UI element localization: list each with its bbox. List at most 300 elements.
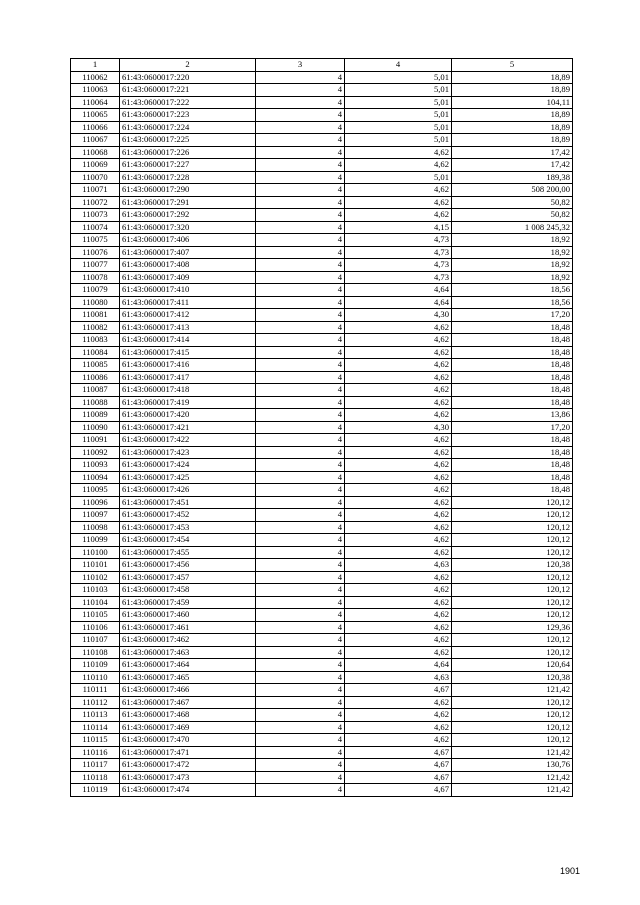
- cell-number: 110086: [71, 371, 120, 384]
- table-row: [71, 196, 573, 209]
- cell-cadastral-id: 61:43:0600017:451: [120, 496, 256, 509]
- table-row: [71, 459, 573, 472]
- cell-number: 110073: [71, 209, 120, 222]
- cell-col-3: 4: [256, 659, 345, 672]
- cell-cadastral-id: 61:43:0600017:470: [120, 734, 256, 747]
- table-header: [71, 59, 573, 72]
- cell-col-4: 4,62: [345, 396, 452, 409]
- cell-number: 110081: [71, 309, 120, 322]
- cell-cadastral-id: 61:43:0600017:472: [120, 759, 256, 772]
- table-row: [71, 184, 573, 197]
- cell-number: 110064: [71, 96, 120, 109]
- cell-col-5: 120,38: [452, 671, 573, 684]
- cell-col-3: 4: [256, 121, 345, 134]
- cell-cadastral-id: 61:43:0600017:455: [120, 546, 256, 559]
- cell-cadastral-id: 61:43:0600017:452: [120, 509, 256, 522]
- cell-col-3: 4: [256, 621, 345, 634]
- header-row: [71, 59, 573, 72]
- cell-col-5: 18,92: [452, 246, 573, 259]
- table-row: [71, 584, 573, 597]
- table-row: [71, 334, 573, 347]
- cell-col-3: 4: [256, 534, 345, 547]
- cell-col-4: 4,62: [345, 334, 452, 347]
- cell-col-3: 4: [256, 784, 345, 797]
- cell-number: 110084: [71, 346, 120, 359]
- cell-col-5: 18,89: [452, 84, 573, 97]
- cell-cadastral-id: 61:43:0600017:408: [120, 259, 256, 272]
- cell-col-5: 129,36: [452, 621, 573, 634]
- cell-col-5: 120,12: [452, 496, 573, 509]
- cell-col-4: 4,62: [345, 646, 452, 659]
- cell-col-5: 120,12: [452, 609, 573, 622]
- cell-col-4: 4,63: [345, 671, 452, 684]
- cell-col-3: 4: [256, 371, 345, 384]
- cell-col-3: 4: [256, 734, 345, 747]
- cell-col-3: 4: [256, 409, 345, 422]
- cell-number: 110097: [71, 509, 120, 522]
- cell-col-3: 4: [256, 721, 345, 734]
- table-row: [71, 771, 573, 784]
- cell-number: 110062: [71, 71, 120, 84]
- cell-col-5: 121,42: [452, 771, 573, 784]
- column-header-4: 4: [345, 59, 452, 72]
- cell-col-4: 4,62: [345, 621, 452, 634]
- cell-number: 110071: [71, 184, 120, 197]
- table-row: [71, 634, 573, 647]
- cell-col-3: 4: [256, 484, 345, 497]
- cell-col-4: 5,01: [345, 171, 452, 184]
- cell-col-4: 4,62: [345, 159, 452, 172]
- cell-number: 110112: [71, 696, 120, 709]
- table-row: [71, 271, 573, 284]
- table-row: [71, 171, 573, 184]
- column-header-1: 1: [71, 59, 120, 72]
- cell-col-3: 4: [256, 746, 345, 759]
- cell-number: 110111: [71, 684, 120, 697]
- cell-col-5: 18,48: [452, 334, 573, 347]
- cell-col-3: 4: [256, 646, 345, 659]
- cell-col-5: 120,12: [452, 734, 573, 747]
- cell-col-4: 4,64: [345, 284, 452, 297]
- cell-col-5: 50,82: [452, 196, 573, 209]
- cell-col-5: 121,42: [452, 746, 573, 759]
- cell-number: 110106: [71, 621, 120, 634]
- cell-col-5: 18,48: [452, 321, 573, 334]
- cell-number: 110088: [71, 396, 120, 409]
- cell-col-4: 4,62: [345, 446, 452, 459]
- table-row: [71, 709, 573, 722]
- table-row: [71, 84, 573, 97]
- cell-col-3: 4: [256, 321, 345, 334]
- cell-col-4: 4,62: [345, 459, 452, 472]
- cell-number: 110113: [71, 709, 120, 722]
- cell-cadastral-id: 61:43:0600017:461: [120, 621, 256, 634]
- cell-cadastral-id: 61:43:0600017:225: [120, 134, 256, 147]
- cell-cadastral-id: 61:43:0600017:226: [120, 146, 256, 159]
- cell-col-3: 4: [256, 134, 345, 147]
- cell-col-3: 4: [256, 634, 345, 647]
- cell-cadastral-id: 61:43:0600017:453: [120, 521, 256, 534]
- cell-cadastral-id: 61:43:0600017:421: [120, 421, 256, 434]
- cell-col-3: 4: [256, 209, 345, 222]
- cell-number: 110108: [71, 646, 120, 659]
- cell-number: 110065: [71, 109, 120, 122]
- cell-col-3: 4: [256, 584, 345, 597]
- cell-number: 110082: [71, 321, 120, 334]
- table-row: [71, 146, 573, 159]
- cell-cadastral-id: 61:43:0600017:474: [120, 784, 256, 797]
- cell-col-4: 4,62: [345, 496, 452, 509]
- page-number: 1901: [560, 866, 581, 876]
- cell-col-3: 4: [256, 509, 345, 522]
- cell-cadastral-id: 61:43:0600017:425: [120, 471, 256, 484]
- cell-col-5: 121,42: [452, 784, 573, 797]
- cell-col-3: 4: [256, 184, 345, 197]
- table-row: [71, 134, 573, 147]
- cell-col-4: 4,64: [345, 659, 452, 672]
- cell-col-5: 18,92: [452, 271, 573, 284]
- cell-col-5: 120,12: [452, 546, 573, 559]
- cell-col-3: 4: [256, 396, 345, 409]
- cell-number: 110083: [71, 334, 120, 347]
- cell-number: 110116: [71, 746, 120, 759]
- cell-col-4: 4,62: [345, 209, 452, 222]
- cell-col-3: 4: [256, 559, 345, 572]
- cell-col-3: 4: [256, 296, 345, 309]
- cell-cadastral-id: 61:43:0600017:224: [120, 121, 256, 134]
- cell-number: 110085: [71, 359, 120, 372]
- cell-number: 110104: [71, 596, 120, 609]
- cell-col-3: 4: [256, 146, 345, 159]
- table-row: [71, 259, 573, 272]
- cell-col-4: 4,62: [345, 584, 452, 597]
- cell-cadastral-id: 61:43:0600017:456: [120, 559, 256, 572]
- cell-number: 110114: [71, 721, 120, 734]
- cell-col-5: 18,48: [452, 396, 573, 409]
- cell-col-4: 4,62: [345, 321, 452, 334]
- cell-col-3: 4: [256, 159, 345, 172]
- cell-col-5: 18,48: [452, 346, 573, 359]
- table-row: [71, 659, 573, 672]
- cell-cadastral-id: 61:43:0600017:220: [120, 71, 256, 84]
- cell-col-4: 4,15: [345, 221, 452, 234]
- cell-col-4: 4,62: [345, 371, 452, 384]
- cell-number: 110067: [71, 134, 120, 147]
- table-row: [71, 109, 573, 122]
- cell-number: 110079: [71, 284, 120, 297]
- cell-col-5: 120,12: [452, 596, 573, 609]
- cell-col-3: 4: [256, 171, 345, 184]
- column-header-5: 5: [452, 59, 573, 72]
- cell-col-4: 5,01: [345, 109, 452, 122]
- cell-number: 110076: [71, 246, 120, 259]
- cell-col-3: 4: [256, 671, 345, 684]
- cell-col-3: 4: [256, 271, 345, 284]
- cell-col-4: 4,67: [345, 684, 452, 697]
- cell-col-4: 4,73: [345, 271, 452, 284]
- cell-col-4: 4,62: [345, 509, 452, 522]
- cell-col-5: 18,48: [452, 384, 573, 397]
- cell-number: 110091: [71, 434, 120, 447]
- cell-cadastral-id: 61:43:0600017:426: [120, 484, 256, 497]
- column-header-3: 3: [256, 59, 345, 72]
- table-row: [71, 71, 573, 84]
- cell-col-4: 4,67: [345, 784, 452, 797]
- cell-col-5: 18,89: [452, 121, 573, 134]
- cell-cadastral-id: 61:43:0600017:416: [120, 359, 256, 372]
- cell-col-4: 4,62: [345, 709, 452, 722]
- cell-col-5: 18,48: [452, 371, 573, 384]
- cell-col-4: 4,62: [345, 596, 452, 609]
- cell-number: 110110: [71, 671, 120, 684]
- cell-cadastral-id: 61:43:0600017:292: [120, 209, 256, 222]
- table-row: [71, 546, 573, 559]
- cell-col-3: 4: [256, 759, 345, 772]
- cell-number: 110080: [71, 296, 120, 309]
- cell-cadastral-id: 61:43:0600017:223: [120, 109, 256, 122]
- cell-cadastral-id: 61:43:0600017:471: [120, 746, 256, 759]
- cell-col-3: 4: [256, 709, 345, 722]
- cell-col-4: 4,62: [345, 384, 452, 397]
- cell-col-3: 4: [256, 696, 345, 709]
- cell-number: 110090: [71, 421, 120, 434]
- cell-number: 110094: [71, 471, 120, 484]
- table-row: [71, 609, 573, 622]
- cell-number: 110075: [71, 234, 120, 247]
- table-row: [71, 159, 573, 172]
- cell-col-4: 4,64: [345, 296, 452, 309]
- cell-col-3: 4: [256, 346, 345, 359]
- cell-col-5: 120,12: [452, 634, 573, 647]
- cell-col-5: 120,12: [452, 646, 573, 659]
- table-row: [71, 209, 573, 222]
- table-row: [71, 509, 573, 522]
- cell-col-4: 4,62: [345, 609, 452, 622]
- table-row: [71, 321, 573, 334]
- cell-cadastral-id: 61:43:0600017:221: [120, 84, 256, 97]
- cell-col-3: 4: [256, 609, 345, 622]
- cell-number: 110100: [71, 546, 120, 559]
- cell-number: 110107: [71, 634, 120, 647]
- cell-cadastral-id: 61:43:0600017:418: [120, 384, 256, 397]
- cell-cadastral-id: 61:43:0600017:415: [120, 346, 256, 359]
- cell-cadastral-id: 61:43:0600017:406: [120, 234, 256, 247]
- table-row: [71, 346, 573, 359]
- cell-col-3: 4: [256, 771, 345, 784]
- cell-col-5: 17,42: [452, 146, 573, 159]
- cell-col-5: 50,82: [452, 209, 573, 222]
- cell-col-4: 4,73: [345, 246, 452, 259]
- cell-col-5: 18,92: [452, 259, 573, 272]
- cell-col-4: 4,62: [345, 409, 452, 422]
- cell-col-3: 4: [256, 259, 345, 272]
- table-row: [71, 746, 573, 759]
- cell-cadastral-id: 61:43:0600017:413: [120, 321, 256, 334]
- cell-col-5: 120,38: [452, 559, 573, 572]
- cell-col-4: 4,62: [345, 521, 452, 534]
- cell-cadastral-id: 61:43:0600017:412: [120, 309, 256, 322]
- cell-cadastral-id: 61:43:0600017:414: [120, 334, 256, 347]
- cell-number: 110092: [71, 446, 120, 459]
- cell-cadastral-id: 61:43:0600017:473: [120, 771, 256, 784]
- cell-col-3: 4: [256, 221, 345, 234]
- cell-col-3: 4: [256, 434, 345, 447]
- cell-col-4: 5,01: [345, 96, 452, 109]
- cell-col-3: 4: [256, 334, 345, 347]
- cell-number: 110087: [71, 384, 120, 397]
- cell-col-3: 4: [256, 109, 345, 122]
- cell-col-4: 4,30: [345, 309, 452, 322]
- cell-col-4: 4,73: [345, 234, 452, 247]
- cell-col-5: 189,38: [452, 171, 573, 184]
- table-row: [71, 596, 573, 609]
- cell-cadastral-id: 61:43:0600017:464: [120, 659, 256, 672]
- table-row: [71, 521, 573, 534]
- cell-col-5: 120,12: [452, 584, 573, 597]
- cell-cadastral-id: 61:43:0600017:417: [120, 371, 256, 384]
- cell-number: 110109: [71, 659, 120, 672]
- cell-number: 110095: [71, 484, 120, 497]
- table-row: [71, 371, 573, 384]
- cell-cadastral-id: 61:43:0600017:222: [120, 96, 256, 109]
- cell-col-4: 4,62: [345, 571, 452, 584]
- cell-col-3: 4: [256, 84, 345, 97]
- cell-col-4: 4,62: [345, 184, 452, 197]
- cell-cadastral-id: 61:43:0600017:460: [120, 609, 256, 622]
- cell-number: 110103: [71, 584, 120, 597]
- cell-col-4: 5,01: [345, 71, 452, 84]
- cell-col-4: 4,67: [345, 746, 452, 759]
- cell-col-4: 4,62: [345, 471, 452, 484]
- table-row: [71, 221, 573, 234]
- table-row: [71, 234, 573, 247]
- cell-col-3: 4: [256, 521, 345, 534]
- cell-number: 110077: [71, 259, 120, 272]
- cell-col-4: 5,01: [345, 121, 452, 134]
- table-row: [71, 396, 573, 409]
- cell-col-5: 17,20: [452, 421, 573, 434]
- cell-col-3: 4: [256, 546, 345, 559]
- cell-col-4: 4,62: [345, 434, 452, 447]
- cell-col-5: 120,64: [452, 659, 573, 672]
- cell-number: 110063: [71, 84, 120, 97]
- cell-number: 110078: [71, 271, 120, 284]
- cell-col-5: 120,12: [452, 709, 573, 722]
- cell-col-5: 120,12: [452, 696, 573, 709]
- cell-col-5: 18,48: [452, 434, 573, 447]
- table-row: [71, 759, 573, 772]
- cell-number: 110115: [71, 734, 120, 747]
- cell-cadastral-id: 61:43:0600017:466: [120, 684, 256, 697]
- cell-col-5: 18,48: [452, 471, 573, 484]
- cell-col-5: 17,20: [452, 309, 573, 322]
- cell-col-3: 4: [256, 234, 345, 247]
- table-row: [71, 96, 573, 109]
- cell-col-5: 18,56: [452, 296, 573, 309]
- cell-number: 110118: [71, 771, 120, 784]
- cell-col-3: 4: [256, 596, 345, 609]
- cell-col-5: 120,12: [452, 721, 573, 734]
- cell-cadastral-id: 61:43:0600017:423: [120, 446, 256, 459]
- cell-col-4: 4,63: [345, 559, 452, 572]
- table-row: [71, 734, 573, 747]
- table-row: [71, 621, 573, 634]
- table-body: [71, 71, 573, 796]
- cell-cadastral-id: 61:43:0600017:469: [120, 721, 256, 734]
- table-row: [71, 721, 573, 734]
- cell-number: 110068: [71, 146, 120, 159]
- table-row: [71, 246, 573, 259]
- cell-col-3: 4: [256, 384, 345, 397]
- cell-col-3: 4: [256, 196, 345, 209]
- cell-col-4: 4,62: [345, 734, 452, 747]
- cell-col-5: 18,48: [452, 484, 573, 497]
- cell-col-4: 4,62: [345, 146, 452, 159]
- cell-col-5: 130,76: [452, 759, 573, 772]
- cell-col-3: 4: [256, 459, 345, 472]
- table-row: [71, 571, 573, 584]
- cell-cadastral-id: 61:43:0600017:419: [120, 396, 256, 409]
- cell-col-4: 5,01: [345, 84, 452, 97]
- cell-col-5: 18,92: [452, 234, 573, 247]
- cell-number: 110072: [71, 196, 120, 209]
- cell-col-3: 4: [256, 359, 345, 372]
- cell-number: 110099: [71, 534, 120, 547]
- cell-number: 110066: [71, 121, 120, 134]
- cell-cadastral-id: 61:43:0600017:467: [120, 696, 256, 709]
- cell-col-5: 18,89: [452, 109, 573, 122]
- cell-number: 110117: [71, 759, 120, 772]
- cell-col-4: 4,67: [345, 771, 452, 784]
- cell-cadastral-id: 61:43:0600017:458: [120, 584, 256, 597]
- table-row: [71, 696, 573, 709]
- cell-cadastral-id: 61:43:0600017:420: [120, 409, 256, 422]
- table-row: [71, 496, 573, 509]
- cell-col-4: 4,62: [345, 534, 452, 547]
- table-row: [71, 684, 573, 697]
- cell-col-3: 4: [256, 421, 345, 434]
- cell-col-4: 4,62: [345, 696, 452, 709]
- cell-col-5: 18,89: [452, 134, 573, 147]
- table-row: [71, 471, 573, 484]
- cell-cadastral-id: 61:43:0600017:410: [120, 284, 256, 297]
- cell-number: 110089: [71, 409, 120, 422]
- cell-col-3: 4: [256, 246, 345, 259]
- cell-number: 110102: [71, 571, 120, 584]
- table-row: [71, 309, 573, 322]
- cell-number: 110101: [71, 559, 120, 572]
- table-row: [71, 409, 573, 422]
- cell-col-5: 18,56: [452, 284, 573, 297]
- cell-cadastral-id: 61:43:0600017:457: [120, 571, 256, 584]
- cell-cadastral-id: 61:43:0600017:290: [120, 184, 256, 197]
- cell-col-5: 121,42: [452, 684, 573, 697]
- cell-col-4: 4,62: [345, 196, 452, 209]
- cell-col-3: 4: [256, 496, 345, 509]
- cell-cadastral-id: 61:43:0600017:468: [120, 709, 256, 722]
- table-row: [71, 559, 573, 572]
- cell-col-4: 4,62: [345, 634, 452, 647]
- cell-cadastral-id: 61:43:0600017:228: [120, 171, 256, 184]
- cell-col-4: 4,62: [345, 359, 452, 372]
- cell-col-5: 1 008 245,32: [452, 221, 573, 234]
- cell-number: 110105: [71, 609, 120, 622]
- cell-col-3: 4: [256, 471, 345, 484]
- cell-col-3: 4: [256, 309, 345, 322]
- cell-number: 110096: [71, 496, 120, 509]
- table-row: [71, 784, 573, 797]
- cell-number: 110070: [71, 171, 120, 184]
